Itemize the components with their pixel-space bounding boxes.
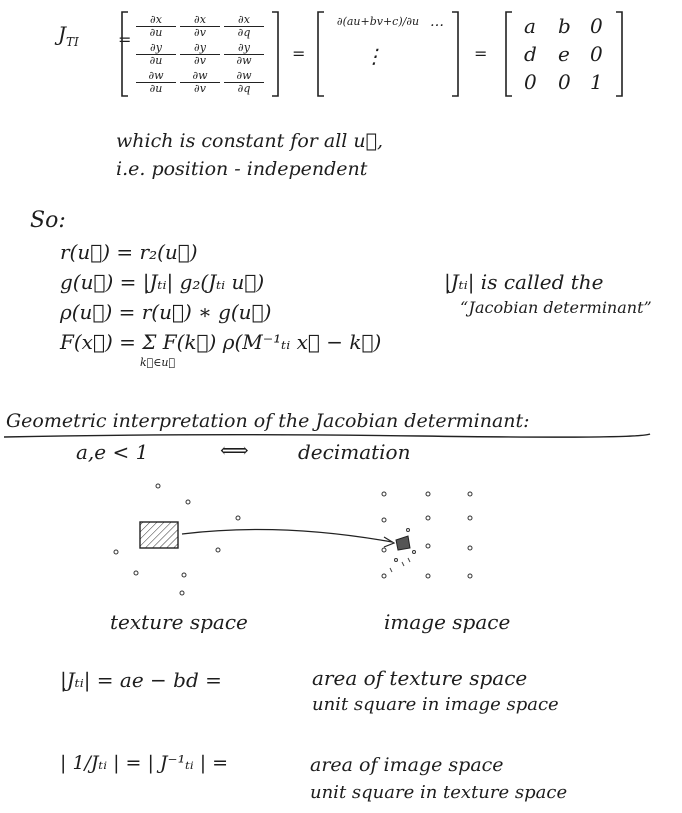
matrix2-dots: … [430,14,444,30]
matrix3-cell: 0 [590,42,603,66]
matrix1-cell: ∂w ∂q [224,70,264,95]
note-position: i.e. position - independent [116,158,368,180]
det-desc-1: area of texture space [312,666,528,690]
matrix3-cell: a [524,14,536,38]
matrix2-vdots: ⋮ [364,44,384,68]
equals-2: = [292,44,306,63]
decimation-label: decimation [298,440,411,464]
iff-symbol: ⟺ [220,438,249,462]
eq-f-sub: k⃗∈u⃗ [140,356,176,369]
matrix3-cell: b [558,14,571,38]
matrix1-cell: ∂x ∂u [136,14,176,39]
eq-r: r(u⃗) = r₂(u⃗) [60,240,198,264]
det-desc-2: unit square in image space [312,694,559,715]
matrix1-cell: ∂y ∂v [180,42,220,67]
side-note-2: “Jacobian determinant” [460,298,652,317]
matrix1-cell: ∂w ∂v [180,70,220,95]
matrix3-cell: 0 [524,70,537,94]
condition: a,e < 1 [76,440,149,464]
texture-space-label: texture space [110,610,248,634]
matrix1-cell: ∂y ∂u [136,42,176,67]
inv-desc-1: area of image space [310,754,504,776]
matrix3-cell: e [558,42,570,66]
det-equation: |Jₜᵢ| = ae − bd = [60,668,222,692]
inv-desc-2: unit square in texture space [310,782,568,803]
equals-3: = [474,44,488,63]
matrix1-cell: ∂x ∂q [224,14,264,39]
matrix3-cell: 0 [590,14,603,38]
eq-g: g(u⃗) = |Jₜᵢ| g₂(Jₜᵢ u⃗) [60,270,265,294]
so-label: So: [30,208,66,233]
jacobian-subscript: TI [66,35,79,49]
section-heading: Geometric interpretation of the Jacobian determinant: [6,410,530,432]
side-note-1: |Jₜᵢ| is called the [444,270,604,294]
note-constant: which is constant for all u⃗, [116,130,384,152]
image-space-label: image space [384,610,511,634]
inv-equation: | 1/Jₜᵢ | = | J⁻¹ₜᵢ | = [60,752,229,774]
eq-f: F(x⃗) = Σ F(k⃗) ρ(M⁻¹ₜᵢ x⃗ − k⃗) [60,330,382,354]
small-quad [396,536,410,550]
matrix1-cell: ∂w ∂u [136,70,176,95]
matrix2-entry: ∂(au+bv+c)/∂u [336,15,420,28]
matrix1-cell: ∂x ∂v [180,14,220,39]
matrix3-cell: 1 [590,70,603,94]
matrix3-cell: 0 [558,70,571,94]
unit-square [140,522,178,548]
image-dots [382,492,472,578]
eq-rho: ρ(u⃗) = r(u⃗) ∗ g(u⃗) [60,300,272,324]
equals-1: = [118,30,132,49]
jacobian-letter: J [58,22,67,46]
matrix1-cell: ∂y ∂w [224,42,264,67]
matrix3-cell: d [524,42,537,66]
